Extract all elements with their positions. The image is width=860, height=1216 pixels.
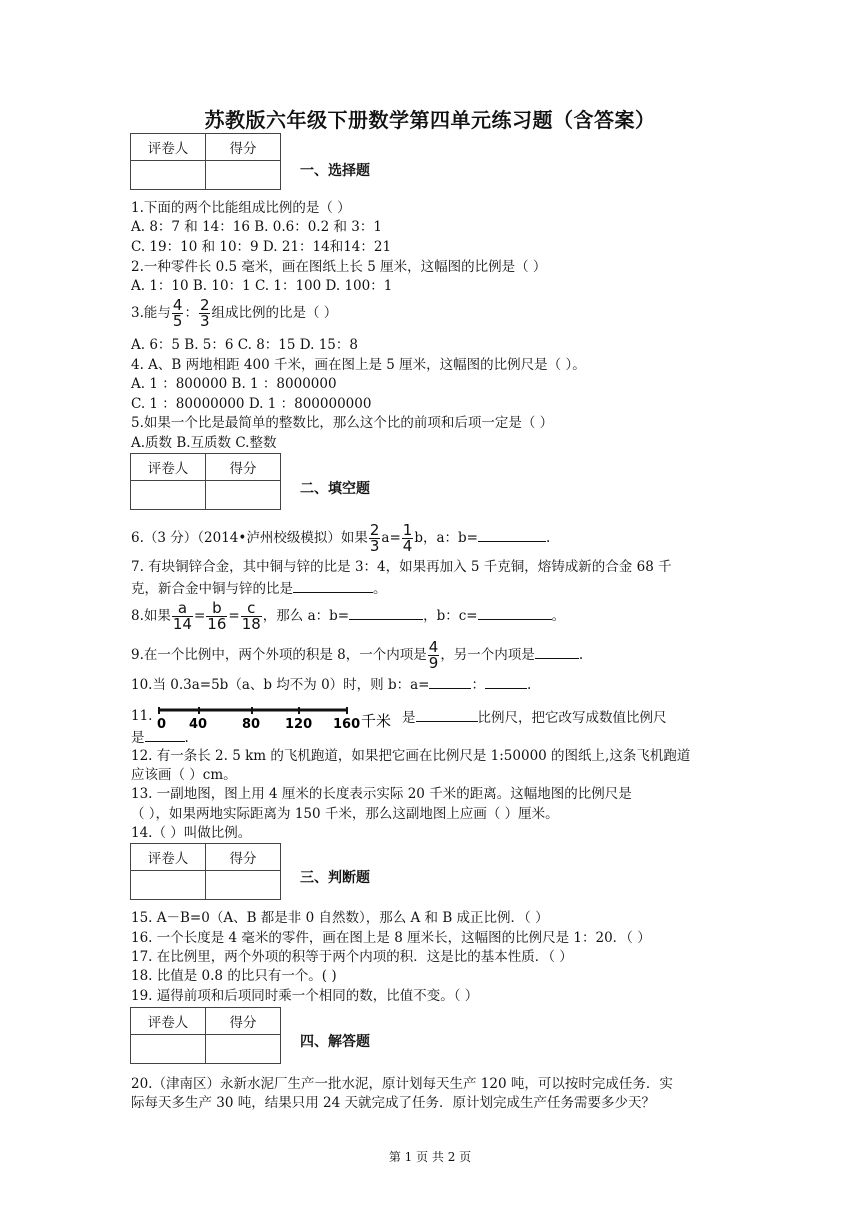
question-9 xyxy=(131,640,583,671)
ruler-label-40: 40 xyxy=(189,717,208,732)
question-5-options: A.质数 B.互质数 C.整数 xyxy=(131,435,277,451)
question-8-end: 。 xyxy=(551,608,566,624)
fraction-numerator: 1 xyxy=(402,521,413,539)
question-20-line-1: 20.（津南区）永新水泥厂生产一批水泥，原计划每天生产 120 吨，可以按时完成任务．实 xyxy=(131,1076,673,1092)
fraction-numerator: b xyxy=(212,599,222,617)
fraction-denominator: 3 xyxy=(369,537,380,555)
question-6-suffix: b，a：b= xyxy=(414,530,478,546)
question-11-line-2 xyxy=(131,727,189,748)
question-9-prefix: 9.在一个比例中，两个外项的积是 8，一个内项是 xyxy=(131,647,427,663)
fraction xyxy=(172,298,184,329)
score-table-header-grader: 评卷人 xyxy=(131,454,206,481)
ruler-label-120: 120 xyxy=(285,717,313,732)
question-8-equals: = xyxy=(228,608,240,624)
question-9-end: . xyxy=(578,647,584,663)
fraction xyxy=(199,298,211,329)
question-11-end: . xyxy=(184,730,189,746)
score-table-cell[interactable] xyxy=(206,1035,281,1064)
question-3-prefix: 3.能与 xyxy=(131,305,171,321)
answer-blank[interactable] xyxy=(293,578,373,593)
score-table-header-score: 得分 xyxy=(206,844,281,871)
question-1-options-ab: A. 8：7 和 14：16 B. 0.6：0.2 和 3：1 xyxy=(131,219,382,235)
fraction-denominator: 4 xyxy=(402,537,413,555)
question-7-end: 。 xyxy=(373,581,387,597)
score-table xyxy=(130,133,281,190)
section-heading: 一、选择题 xyxy=(300,163,370,179)
question-8-text-2: ，b：c= xyxy=(423,608,478,624)
question-4: 4. A、B 两地相距 400 千米，画在图上是 5 厘米，这幅图的比例尺是（ ）。 xyxy=(131,357,586,373)
fraction-denominator: 5 xyxy=(172,312,183,330)
fraction-numerator: 4 xyxy=(428,638,439,656)
question-15: 15. A－B=0（A、B 都是非 0 自然数），那么 A 和 B 成正比例．（ ） xyxy=(131,910,549,926)
question-13-line-2: （ ），如果两地实际距离为 150 千米，那么这副地图上应画（ ）厘米。 xyxy=(131,806,559,822)
score-table xyxy=(130,1007,281,1064)
score-table-cell[interactable] xyxy=(206,871,281,900)
question-6 xyxy=(131,523,550,554)
answer-blank[interactable] xyxy=(485,674,527,689)
question-3-options: A. 6：5 B. 5：6 C. 8：15 D. 15：8 xyxy=(131,337,358,353)
score-table-cell[interactable] xyxy=(131,1035,206,1064)
score-table-header-score: 得分 xyxy=(206,454,281,481)
fraction xyxy=(241,601,262,632)
score-table-header-grader: 评卷人 xyxy=(131,844,206,871)
fraction xyxy=(402,523,414,554)
question-3-suffix: 组成比例的比是（ ） xyxy=(211,305,338,321)
question-1: 1.下面的两个比能组成比例的是（ ） xyxy=(131,200,351,216)
question-14: 14.（ ）叫做比例。 xyxy=(131,825,252,841)
score-table-cell[interactable] xyxy=(206,161,281,190)
question-20-line-2: 际每天多生产 30 吨，结果只用 24 天就完成了任务．原计划完成生产任务需要多少天？ xyxy=(131,1095,656,1111)
score-table-header-score: 得分 xyxy=(206,134,281,161)
question-3 xyxy=(131,298,337,329)
score-table xyxy=(130,843,281,900)
score-table-header-grader: 评卷人 xyxy=(131,1008,206,1035)
question-8 xyxy=(131,601,565,632)
ruler-label-0: 0 xyxy=(157,717,167,732)
fraction-numerator: 2 xyxy=(199,296,210,314)
answer-blank[interactable] xyxy=(429,674,471,689)
ruler-unit: 千米 xyxy=(361,712,392,730)
score-table-cell[interactable] xyxy=(131,481,206,510)
page-title: 苏教版六年级下册数学第四单元练习题（含答案） xyxy=(204,108,656,132)
answer-blank[interactable] xyxy=(478,605,552,620)
fraction xyxy=(206,601,227,632)
score-table-header-score: 得分 xyxy=(206,1008,281,1035)
question-11-text xyxy=(402,707,667,728)
fraction-numerator: 4 xyxy=(172,296,183,314)
score-table-cell[interactable] xyxy=(131,161,206,190)
score-table-header-grader: 评卷人 xyxy=(131,134,206,161)
ruler-label-80: 80 xyxy=(242,717,261,732)
question-18: 18. 比值是 0.8 的比只有一个。( ) xyxy=(131,968,337,984)
fraction-numerator: a xyxy=(177,599,188,617)
answer-blank[interactable] xyxy=(145,727,185,742)
question-5: 5.如果一个比是最简单的整数比，那么这个比的前项和后项一定是（ ） xyxy=(131,415,554,431)
question-10 xyxy=(131,674,531,695)
question-13-line-1: 13. 一副地图，图上用 4 厘米的长度表示实际 20 千米的距离。这幅地图的比例尺是 xyxy=(131,786,632,802)
question-6-end: . xyxy=(545,530,551,546)
answer-blank[interactable] xyxy=(478,527,546,542)
question-12-line-1: 12. 有一条长 2. 5 km 的飞机跑道，如果把它画在比例尺是 1:50000 的图纸上,这条飞机跑道 xyxy=(131,748,691,764)
fraction-denominator: 14 xyxy=(172,615,192,633)
answer-blank[interactable] xyxy=(349,605,423,620)
question-10-prefix: 10.当 0.3a=5b（a、b 均不为 0）时，则 b：a= xyxy=(131,677,430,693)
question-2-options: A. 1：10 B. 10：1 C. 1：100 D. 100：1 xyxy=(131,278,393,294)
question-17: 17. 在比例里，两个外项的积等于两个内项的积．这是比的基本性质．（ ） xyxy=(131,949,573,965)
fraction-numerator: 2 xyxy=(369,521,380,539)
question-11-rest: 比例尺，把它改写成数值比例尺 xyxy=(477,710,667,726)
question-11-number: 11. xyxy=(131,708,153,724)
question-12-line-2: 应该画（ ）cm。 xyxy=(131,767,237,783)
question-4-options-cd: C. 1 ：80000000 D. 1 ：800000000 xyxy=(131,396,372,412)
fraction xyxy=(428,640,440,671)
question-7-text: 克，新合金中铜与锌的比是 xyxy=(131,581,293,597)
fraction-denominator: 9 xyxy=(428,654,439,672)
question-6-prefix: 6.（3 分）（2014•泸州校级模拟）如果 xyxy=(131,530,368,546)
question-1-options-cd: C. 19：10 和 10：9 D. 21：14和14：21 xyxy=(131,239,392,255)
fraction-denominator: 3 xyxy=(199,312,210,330)
question-7-line-1: 7. 有块铜锌合金，其中铜与锌的比是 3：4，如果再加入 5 千克铜，熔铸成新的合金 68 千 xyxy=(131,559,672,575)
section-heading: 二、填空题 xyxy=(300,481,370,497)
question-7-line-2 xyxy=(131,578,387,599)
ruler-label-160: 160 xyxy=(333,717,361,732)
score-table-cell[interactable] xyxy=(131,871,206,900)
scale-ruler xyxy=(157,706,402,732)
fraction-denominator: 18 xyxy=(241,615,261,633)
question-8-text-1: ，那么 a：b= xyxy=(262,608,350,624)
score-table-cell[interactable] xyxy=(206,481,281,510)
question-8-equals: = xyxy=(193,608,206,624)
answer-blank[interactable] xyxy=(535,644,579,659)
section-heading: 三、判断题 xyxy=(300,870,370,886)
page-footer: 第 1 页 共 2 页 xyxy=(388,1150,472,1164)
answer-blank[interactable] xyxy=(416,707,478,722)
question-3-colon: ： xyxy=(184,305,198,321)
question-2: 2.一种零件长 0.5 毫米，画在图纸上长 5 厘米，这幅图的比例是（ ） xyxy=(131,259,547,275)
fraction-denominator: 16 xyxy=(207,615,227,633)
question-8-prefix: 8.如果 xyxy=(131,608,171,624)
score-table xyxy=(130,453,281,510)
question-19: 19. 逼得前项和后项同时乘一个相同的数，比值不变。（ ） xyxy=(131,988,479,1004)
fraction xyxy=(369,523,381,554)
question-10-colon: ： xyxy=(471,677,485,693)
fraction xyxy=(172,601,193,632)
question-11-is: 是 xyxy=(402,710,416,726)
question-4-options-ab: A. 1 ：800000 B. 1 ：8000000 xyxy=(131,376,337,392)
section-heading: 四、解答题 xyxy=(300,1034,370,1050)
fraction-numerator: c xyxy=(247,599,256,617)
question-11-is-2: 是 xyxy=(131,730,145,746)
question-10-end: . xyxy=(526,677,532,693)
question-16: 16. 一个长度是 4 毫米的零件，画在图上是 8 厘米长，这幅图的比例尺是 1：20．（ ） xyxy=(131,930,651,946)
question-9-suffix: ，另一个内项是 xyxy=(440,647,535,663)
question-6-mid: a= xyxy=(381,530,401,546)
